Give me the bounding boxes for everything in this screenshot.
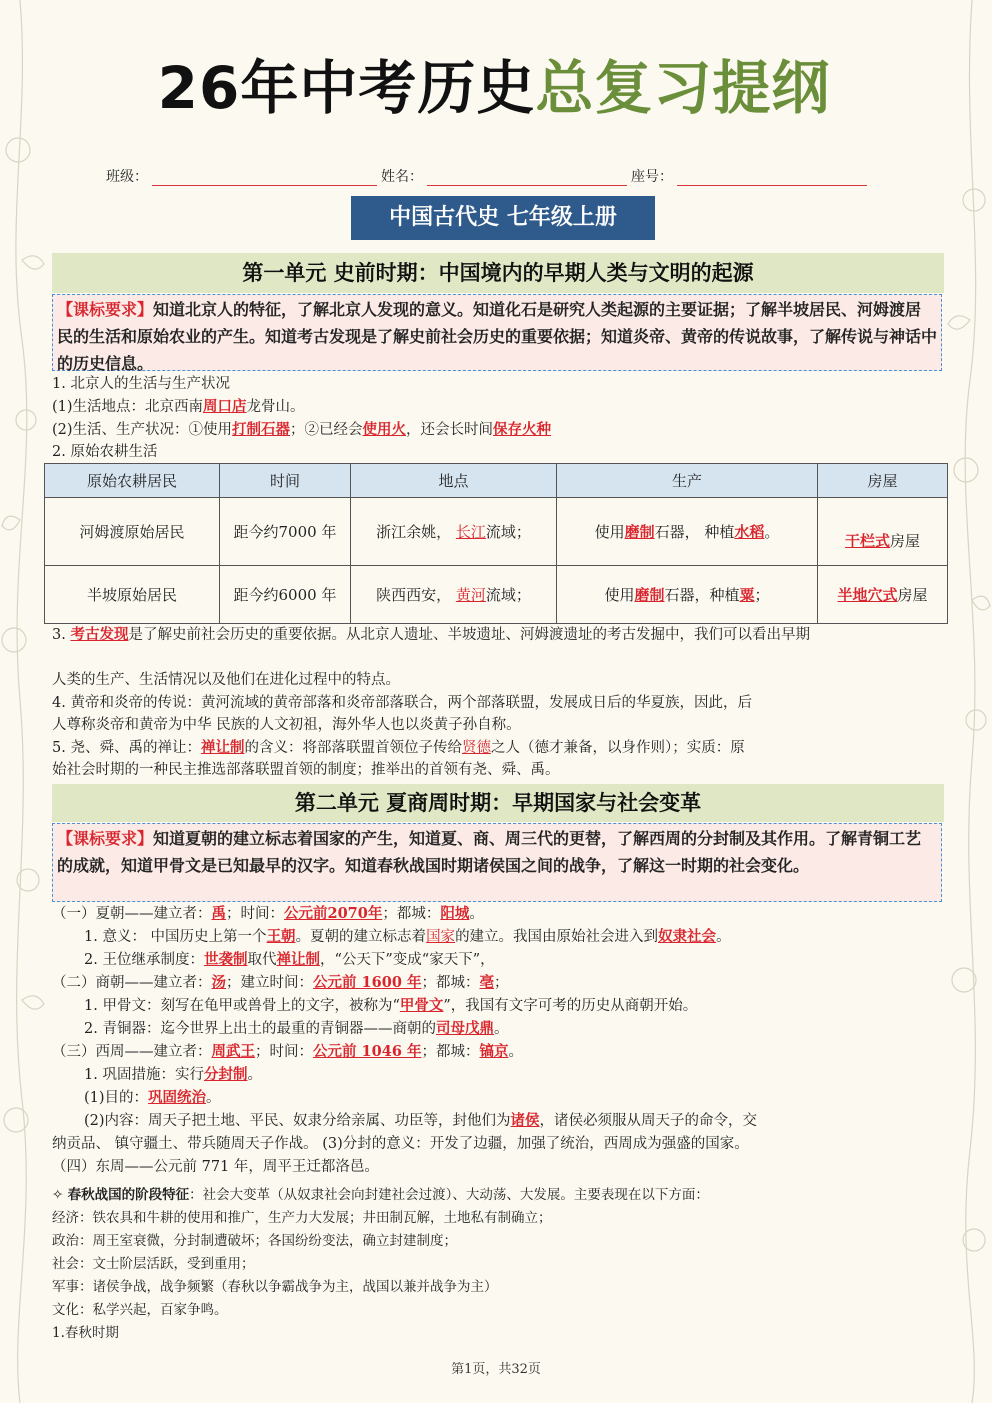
u1-line1: 1. 北京人的生活与生产状况: [52, 376, 230, 392]
dongzhou-line: （四）东周——公元前 771 年，周平王迁都洛邑。: [52, 1159, 379, 1175]
chunqiu-period: 1.春秋时期: [52, 1325, 119, 1341]
table-row: [45, 498, 948, 566]
title-part1: 26年中考历史: [157, 54, 536, 122]
cell-name: 半坡原始居民: [45, 566, 220, 624]
diamond-icon: ✧: [52, 1187, 68, 1203]
cell-time: 距今约7000 年: [220, 498, 351, 566]
class-label: 班级：: [106, 169, 148, 185]
zhou-line5: 纳贡品、 镇守疆土、带兵随周天子作战。 (3)分封的意义：开发了边疆，加强了统治，西周成为强盛的国家。: [52, 1136, 749, 1152]
chunqiu-feature: ✧ 春秋战国的阶段特征：社会大变革（从奴隶社会向封建社会过渡）、大动荡、大发展。主要表现在以下方面：: [52, 1187, 709, 1203]
chunqiu-economy: 经济：铁农具和牛耕的使用和推广，生产力大发展；井田制瓦解，土地私有制确立；: [52, 1210, 552, 1226]
name-field[interactable]: [427, 169, 627, 186]
cell-name: 河姆渡原始居民: [45, 498, 220, 566]
unit1-heading: 第一单元 史前时期：中国境内的早期人类与文明的起源: [52, 253, 944, 293]
table-header-cell: 原始农耕居民: [45, 464, 220, 498]
floral-border-right-icon: [942, 0, 992, 1403]
xia-line1: （一）夏朝——建立者：禹；时间：公元前2070年；都城：阳城。: [52, 905, 484, 922]
zhou-line2: 1. 巩固措施：实行分封制。: [84, 1066, 262, 1083]
table-header-row: [45, 464, 948, 498]
chunqiu-society: 社会：文士阶层活跃，受到重用；: [52, 1256, 255, 1272]
u1-para3-cont: 人类的生产、生活情况以及他们在进化过程中的特点。: [52, 672, 400, 688]
unit2-requirements: [52, 823, 942, 902]
shang-line3: 2. 青铜器：迄今世界上出土的最重的青铜器——商朝的司母戊鼎。: [84, 1020, 509, 1037]
table-header-cell: 时间: [220, 464, 351, 498]
cell-house: 半地穴式房屋: [818, 566, 948, 624]
farming-table: [44, 463, 948, 624]
seat-field[interactable]: [677, 169, 867, 186]
table-header-cell: 房屋: [818, 464, 948, 498]
cell-place: 浙江余姚， 长江流域；: [351, 498, 557, 566]
xia-line3: 2. 王位继承制度：世袭制取代禅让制，“公天下”变成“家天下”，: [84, 951, 495, 968]
cell-time: 距今约6000 年: [220, 566, 351, 624]
page-title: [44, 48, 944, 128]
zhou-line3: (1)目的：巩固统治。: [84, 1089, 221, 1106]
u1-line4: 2. 原始农耕生活: [52, 444, 158, 460]
section-banner: 中国古代史 七年级上册: [351, 196, 655, 240]
req-text: 知道夏朝的建立标志着国家的产生，知道夏、商、周三代的更替，了解西周的分封制及其作用。了解青铜工艺的成就，知道甲骨文是已知最早的汉字。知道春秋战国时期诸侯国之间的战争，了解这一时期的社会变化。: [57, 829, 922, 875]
seat-label: 座号：: [631, 169, 673, 185]
zhou-line1: （三）西周——建立者：周武王；时间：公元前 1046 年；都城：镐京。: [52, 1043, 523, 1060]
u1-para4-b: 人尊称炎帝和黄帝为中华 民族的人文初祖，海外华人也以炎黄子孙自称。: [52, 717, 521, 733]
u1-para5-b: 始社会时期的一种民主推选部落联盟首领的制度；推举出的首领有尧、舜、禹。: [52, 762, 560, 778]
floral-border-left-icon: [0, 0, 50, 1403]
title-part2: 总复习提纲: [535, 54, 831, 122]
chunqiu-military: 军事：诸侯争战，战争频繁（春秋以争霸战争为主，战国以兼并战争为主）: [52, 1279, 498, 1295]
zhou-line4: (2)内容：周天子把土地、平民、奴隶分给亲属、功臣等，封他们为诸侯，诸侯必须服从周天子的命令，交: [84, 1112, 758, 1129]
req-text: 知道北京人的特征，了解北京人发现的意义。知道化石是研究人类起源的主要证据；了解半坡居民、河姆渡居民的生活和原始农业的产生。知道考古发现是了解史前社会历史的重要依据；知道炎帝、黄帝的传说故事，了解传说与神话中的历史信息。: [57, 300, 938, 373]
table-header-cell: 生产: [557, 464, 818, 498]
req-tag: 【课标要求】: [57, 829, 154, 848]
u1-para4-a: 4. 黄帝和炎帝的传说：黄河流域的黄帝部落和炎帝部落联合，两个部落联盟，发展成日后的华夏族，因此，后: [52, 695, 752, 711]
u1-para3: 3. 考古发现是了解史前社会历史的重要依据。从北京人遗址、半坡遗址、河姆渡遗址的考古发掘中，我们可以看出早期: [52, 626, 810, 643]
table-header-cell: 地点: [351, 464, 557, 498]
cell-production: 使用磨制石器， 种植水稻。: [557, 498, 818, 566]
u1-line2: (1)生活地点：北京西南周口店龙骨山。: [52, 398, 305, 415]
chunqiu-politics: 政治：周王室衰微，分封制遭破坏；各国纷纷变法，确立封建制度；: [52, 1233, 457, 1249]
xia-line2: 1. 意义： 中国历史上第一个王朝。夏朝的建立标志着国家的建立。我国由原始社会进入到奴隶社会。: [84, 928, 731, 945]
u1-line3: (2)生活、生产状况：①使用打制石器；②已经会使用火，还会长时间保存火种: [52, 421, 552, 438]
req-tag: 【课标要求】: [57, 300, 154, 319]
chunqiu-culture: 文化：私学兴起，百家争鸣。: [52, 1302, 228, 1318]
class-field[interactable]: [152, 169, 377, 186]
page-number: 第1页，共32页: [451, 1362, 541, 1377]
name-label: 姓名：: [381, 169, 423, 185]
student-info-line: [106, 166, 871, 186]
cell-production: 使用磨制石器，种植粟；: [557, 566, 818, 624]
table-row: [45, 566, 948, 624]
shang-line1: （二）商朝——建立者：汤；建立时间：公元前 1600 年；都城：亳；: [52, 974, 509, 991]
cell-house: 干栏式房屋: [818, 498, 948, 566]
unit2-heading: 第二单元 夏商周时期：早期国家与社会变革: [52, 784, 944, 822]
u1-para5-a: 5. 尧、舜、禹的禅让：禅让制的含义：将部落联盟首领位子传给贤德之人（德才兼备，以身作则）；实质：原: [52, 739, 745, 756]
cell-place: 陕西西安， 黄河流域；: [351, 566, 557, 624]
shang-line2: 1. 甲骨文：刻写在龟甲或兽骨上的文字，被称为“甲骨文”，我国有文字可考的历史从商朝开始。: [84, 997, 698, 1014]
unit1-requirements: [52, 294, 942, 371]
